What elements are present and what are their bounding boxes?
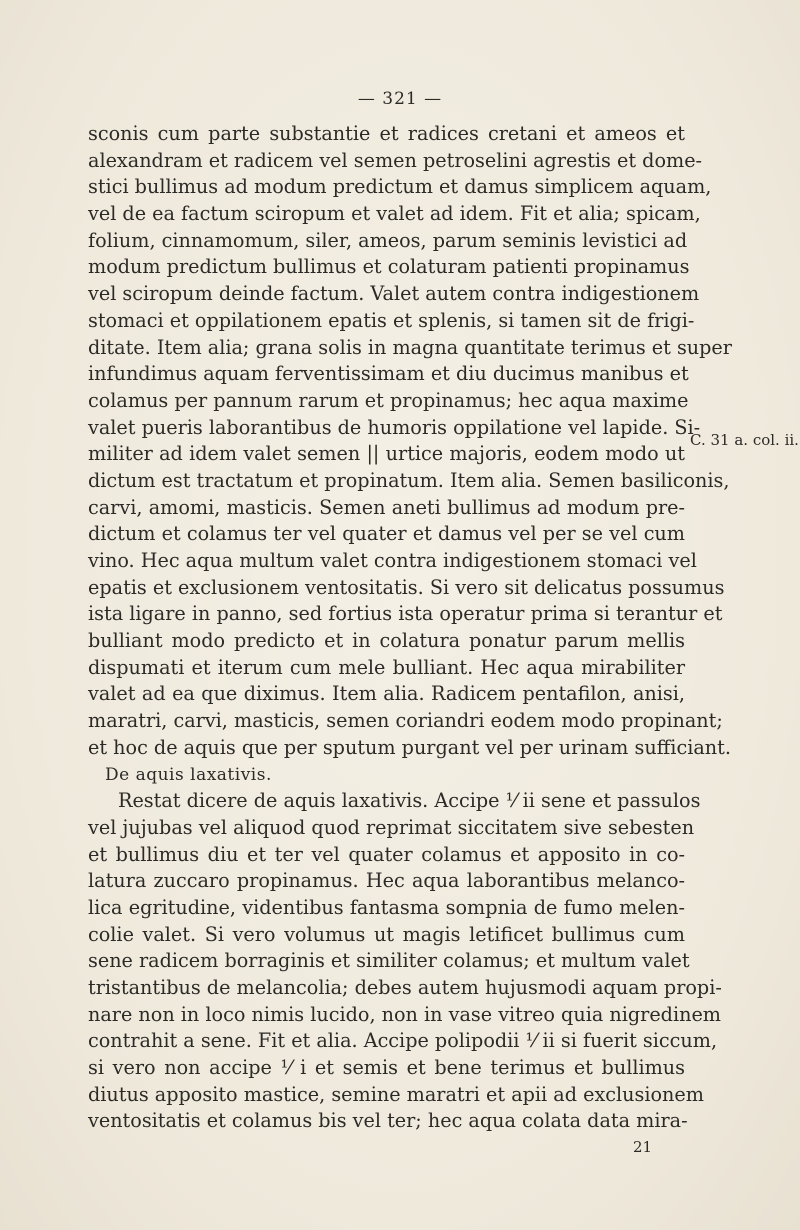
text-line: valet pueris laborantibus de humoris oppilatione vel lapide. Si- [88, 415, 701, 439]
text-line: sene radicem borraginis et similiter colamus; et multum valet [88, 949, 690, 973]
text-line: colie valet. Si vero volumus ut magis letificet bullimus cum [88, 922, 685, 946]
text-line: carvi, amomi, masticis. Semen aneti bullimus ad modum pre- [88, 495, 685, 519]
text-line: bulliant modo predicto et in colatura ponatur parum mellis [88, 629, 685, 653]
text-line: stici bullimus ad modum predictum et damus simplicem aquam, [88, 175, 712, 199]
text-line: ventositatis et colamus bis vel ter; hec aqua colata data mira- [88, 1109, 688, 1133]
text-line: et hoc de aquis que per sputum purgant vel per urinam sufficiant. [88, 735, 731, 759]
page-number-header: — 321 — [357, 89, 443, 109]
margin-reference: C. 31 a. col. ii. [690, 431, 799, 449]
text-line: epatis et exclusionem ventositatis. Si vero sit delicatus possumus [88, 575, 725, 599]
text-line: vino. Hec aqua multum valet contra indigestionem stomaci vel [88, 549, 697, 572]
text-line: vel sciropum deinde factum. Valet autem contra indigestionem [88, 282, 700, 306]
text-line: dictum est tractatum et propinatum. Item alia. Semen basiliconis, [88, 468, 730, 492]
text-line: colamus per pannum rarum et propinamus; hec aqua maxime [88, 388, 689, 412]
text-line: tristantibus de melancolia; debes autem hujusmodi aquam propi- [88, 976, 722, 999]
text-line: si vero non accipe ⅟ i et semis et bene terimus et bullimus [88, 1056, 685, 1080]
text-line: modum predictum bullimus et colaturam patienti propinamus [88, 255, 690, 279]
text-line: contrahit a sene. Fit et alia. Accipe polipodii ⅟ ii si fuerit siccum, [88, 1029, 718, 1053]
signature-mark: 21 [633, 1138, 653, 1156]
text-line: folium, cinnamomum, siler, ameos, parum seminis levistici ad [88, 228, 688, 252]
text-line: lica egritudine, videntibus fantasma sompnia de fumo melen- [88, 895, 685, 919]
text-line: militer ad idem valet semen || urtice majoris, eodem modo ut [88, 442, 685, 466]
text-line: stomaci et oppilationem epatis et splenis, si tamen sit de frigi- [88, 308, 695, 332]
text-line: vel jujubas vel aliquod quod reprimat siccitatem sive sebesten [88, 815, 695, 839]
text-line: et bullimus diu et ter vel quater colamus et apposito in co- [88, 842, 685, 866]
text-line: diutus apposito mastice, semine maratri et apii ad exclusionem [88, 1082, 704, 1106]
text-line: ditate. Item alia; grana solis in magna quantitate terimus et super [88, 335, 732, 359]
text-line: Restat dicere de aquis laxativis. Accipe ⅟ ii sene et passulos [118, 789, 701, 813]
text-line: infundimus aquam ferventissimam et diu ducimus manibus et [88, 362, 689, 386]
section-heading: De aquis laxativis. [105, 764, 272, 785]
text-line: alexandram et radicem vel semen petroselini agrestis et dome- [88, 148, 703, 172]
text-line: maratri, carvi, masticis, semen coriandri eodem modo propinant; [88, 709, 723, 733]
text-line: valet ad ea que diximus. Item alia. Radicem pentafilon, anisi, [88, 682, 685, 706]
text-line: vel de ea factum sciropum et valet ad idem. Fit et alia; spicam, [88, 202, 701, 226]
text-line: ista ligare in panno, sed fortius ista operatur prima si terantur et [88, 602, 723, 626]
text-line: dispumati et iterum cum mele bulliant. Hec aqua mirabiliter [88, 655, 685, 679]
text-line: latura zuccaro propinamus. Hec aqua laborantibus melanco- [88, 869, 685, 893]
text-line: dictum et colamus ter vel quater et damus vel per se vel cum [88, 522, 685, 546]
text-line: nare non in loco nimis lucido, non in vase vitreo quia nigredinem [88, 1002, 722, 1026]
body-text [88, 121, 732, 1135]
text-line: sconis cum parte substantie et radices cretani et ameos et [88, 122, 685, 145]
